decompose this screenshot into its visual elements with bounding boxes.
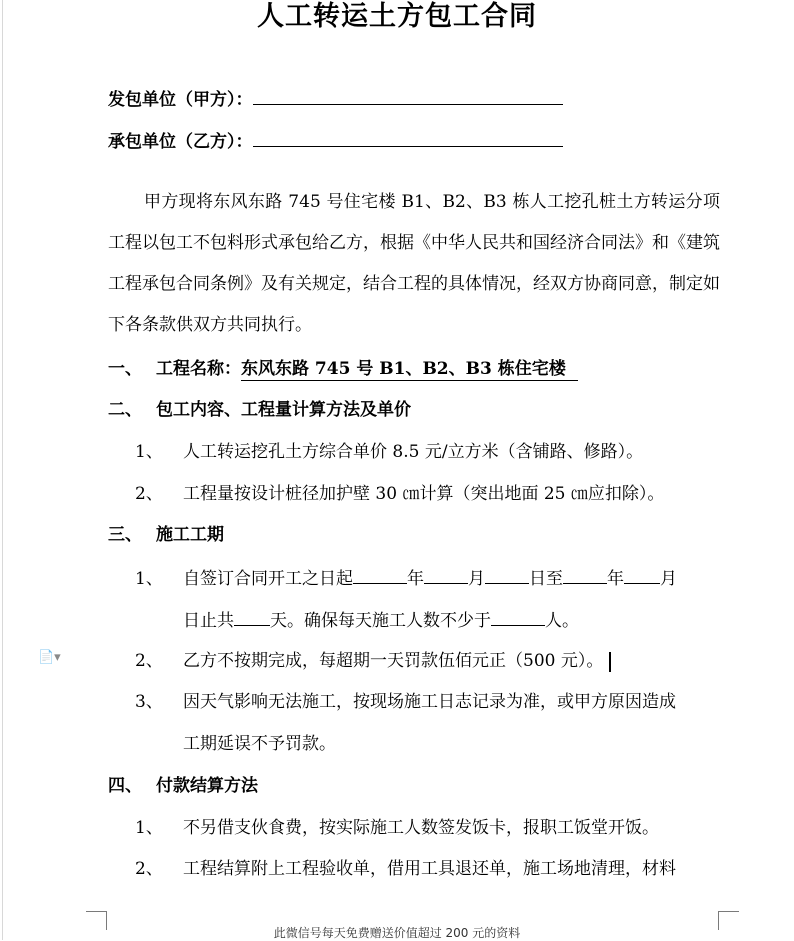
contract-title: 人工转运土方包工合同: [257, 1, 537, 32]
text-segment: 月: [660, 569, 677, 589]
section-2-title: 包工内容、工程量计算方法及单价: [156, 400, 411, 420]
text-segment: 自签订合同开工之日起: [183, 569, 353, 589]
item-text: 人工转运挖孔土方综合单价 8.5 元/立方米（含铺路、修路）。: [183, 442, 644, 462]
item-number: 2、: [135, 859, 163, 879]
section-4-item-2: [135, 857, 676, 881]
section-1-label: 工程名称：: [156, 359, 241, 379]
party-a-label: 发包单位（甲方）：: [108, 90, 253, 110]
section-1: [108, 357, 578, 381]
item-text: 工程量按设计桩径加护壁 30 ㎝计算（突出地面 25 ㎝应扣除）。: [183, 484, 665, 504]
section-4-item-1: [135, 816, 659, 840]
text-cursor: [609, 652, 611, 672]
section-3-title: 施工工期: [156, 525, 224, 545]
section-2-item-1: [135, 440, 643, 464]
start-day-field[interactable]: [485, 565, 529, 584]
text-segment: 月: [468, 569, 485, 589]
text-segment: 天。确保每天施工人数不少于: [270, 611, 491, 631]
page-edge: [2, 0, 3, 940]
section-1-number: 一、: [108, 359, 142, 379]
text-segment: 人。: [545, 611, 579, 631]
section-3-item-3-line-1: [135, 690, 676, 714]
item-text: 乙方不按期完成，每超期一天罚款伍佰元正（500 元）。: [183, 651, 604, 671]
project-name: 东风东路 745 号 B1、B2、B3 栋住宅楼: [241, 359, 578, 381]
item-number: 1、: [135, 818, 163, 838]
item-number: 2、: [135, 484, 163, 504]
text-segment: 年: [407, 569, 424, 589]
item-text: 不另借支伙食费，按实际施工人数签发饭卡，报职工饭堂开饭。: [183, 818, 659, 838]
section-2-number: 二、: [108, 400, 142, 420]
end-month-field[interactable]: [624, 565, 660, 584]
section-3-item-1-line-1: [135, 565, 677, 591]
section-3-item-3-line-2: 工期延误不予罚款。: [183, 734, 336, 754]
item-number: 2、: [135, 651, 163, 671]
party-a-field[interactable]: [253, 86, 563, 105]
section-3-item-2: [135, 649, 611, 673]
party-b-row: [108, 128, 563, 154]
item-number: 3、: [135, 692, 163, 712]
section-3-item-1-line-2: [183, 607, 579, 633]
intro-paragraph: 甲方现将东风东路 745 号住宅楼 B1、B2、B3 栋人工挖孔桩土方转运分项工程以包工不包料形式承包给乙方，根据《中华人民共和国经济合同法》和《建筑工程承包合同条例》及有关规定，结合工程的具体情况，经双方协商同意，制定如下各条款供双方共同执行。: [108, 192, 720, 335]
section-3-heading: [108, 523, 224, 547]
section-4-heading: [108, 774, 258, 798]
item-text: 工程结算附上工程验收单，借用工具退还单，施工场地清理，材料: [183, 859, 676, 879]
item-number: 1、: [135, 569, 163, 589]
party-b-label: 承包单位（乙方）：: [108, 132, 253, 152]
text-segment: 日至: [529, 569, 563, 589]
start-month-field[interactable]: [424, 565, 468, 584]
footer-text: 此微信号每天免费赠送价值超过 200 元的资料: [273, 926, 521, 940]
section-3-number: 三、: [108, 525, 142, 545]
item-text: 因天气影响无法施工，按现场施工日志记录为准，或甲方原因造成: [183, 692, 676, 712]
section-2-heading: [108, 398, 411, 422]
item-number: 1、: [135, 442, 163, 462]
min-workers-field[interactable]: [491, 607, 545, 626]
end-year-field[interactable]: [563, 565, 607, 584]
document-icon[interactable]: 📄▾: [38, 650, 61, 665]
section-4-title: 付款结算方法: [156, 776, 258, 796]
text-segment: 年: [607, 569, 624, 589]
party-a-row: [108, 86, 563, 112]
text-segment: 日止共: [183, 611, 234, 631]
section-4-number: 四、: [108, 776, 142, 796]
party-b-field[interactable]: [253, 128, 563, 147]
section-2-item-2: [135, 482, 664, 506]
start-year-field[interactable]: [353, 565, 407, 584]
total-days-field[interactable]: [234, 607, 270, 626]
